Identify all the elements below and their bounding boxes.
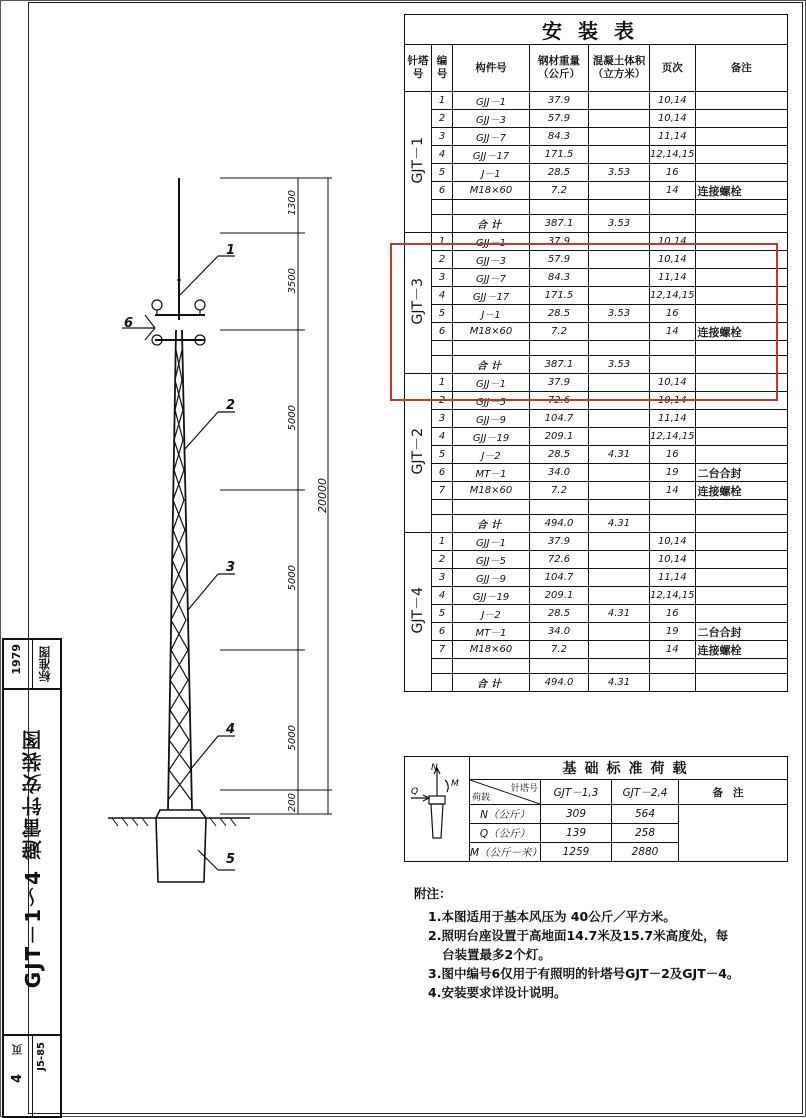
cell-concrete <box>589 641 650 659</box>
page-label: 页 <box>11 1044 24 1055</box>
cell-concrete: 4.31 <box>589 446 650 464</box>
cell-concrete <box>589 533 650 551</box>
load-note-cell <box>679 805 788 862</box>
cell-steel: 72.6 <box>530 551 589 569</box>
notes-title: 附注： <box>414 886 452 901</box>
cell-part: GJJ－5 <box>453 392 530 410</box>
dim-1300: 1300 <box>287 190 298 216</box>
cell-concrete: 3.53 <box>589 164 650 182</box>
tower-label: GJT－3 <box>410 277 426 325</box>
cell-part: J－1 <box>453 305 530 323</box>
dim-20000: 20000 <box>316 478 329 513</box>
cell-note <box>695 533 787 551</box>
total-concrete: 3.53 <box>589 356 650 374</box>
cell-part: GJJ－1 <box>453 533 530 551</box>
drawing-title: GJT－1～4 避雷针安装图 <box>21 728 45 989</box>
cell-no: 7 <box>432 641 453 659</box>
cell-steel: 84.3 <box>530 269 589 287</box>
table-row <box>405 92 788 110</box>
cell-steel: 37.9 <box>530 92 589 110</box>
cell-steel: 72.6 <box>530 392 589 410</box>
label-m: M <box>451 778 459 789</box>
table-row <box>405 464 788 482</box>
cell-no: 4 <box>432 146 453 164</box>
cell-part: M18×60 <box>453 182 530 200</box>
cell-page: 14 <box>650 482 696 500</box>
cell-page: 10,14 <box>650 251 696 269</box>
cell-page: 10,14 <box>650 92 696 110</box>
cell-no: 3 <box>432 269 453 287</box>
cell-note: 连接螺栓 <box>695 482 787 500</box>
cell-page: 10,14 <box>650 533 696 551</box>
table-row <box>405 533 788 551</box>
cell-part: GJJ－3 <box>453 110 530 128</box>
col-tower: 针塔号 <box>405 45 432 92</box>
cell-note <box>695 410 787 428</box>
cell-part: GJJ－9 <box>453 569 530 587</box>
cell-concrete <box>589 92 650 110</box>
cell-part: GJJ－5 <box>453 551 530 569</box>
table-row <box>405 428 788 446</box>
cell-note <box>695 164 787 182</box>
cell-no: 4 <box>432 428 453 446</box>
table-row <box>405 410 788 428</box>
cell-steel: 171.5 <box>530 287 589 305</box>
foundation-icon-cell <box>405 757 470 862</box>
cell-page: 10,14 <box>650 110 696 128</box>
cell-part: GJJ－17 <box>453 146 530 164</box>
cell-no: 1 <box>432 533 453 551</box>
cell-page: 16 <box>650 605 696 623</box>
total-row <box>405 674 788 692</box>
cell-no: 6 <box>432 623 453 641</box>
diag-bottom-label: 荷载 <box>472 793 491 803</box>
cell-steel: 171.5 <box>530 146 589 164</box>
cell-part: GJJ－7 <box>453 128 530 146</box>
cell-concrete <box>589 587 650 605</box>
cell-part: GJJ－1 <box>453 92 530 110</box>
cell-steel: 57.9 <box>530 110 589 128</box>
cell-steel: 34.0 <box>530 623 589 641</box>
total-label: 合计 <box>453 515 530 533</box>
cell-page: 10,14 <box>650 233 696 251</box>
cell-part: GJJ－19 <box>453 587 530 605</box>
tower-drawing <box>100 160 340 900</box>
diag-header <box>470 780 541 805</box>
total-steel: 387.1 <box>530 215 589 233</box>
cell-concrete <box>589 623 650 641</box>
tower-label: GJT－4 <box>410 586 426 634</box>
cell-no: 6 <box>432 464 453 482</box>
cell-concrete <box>589 569 650 587</box>
cell-page: 11,14 <box>650 269 696 287</box>
cell-note <box>695 587 787 605</box>
drawing-code: J5-85 <box>36 1042 47 1071</box>
cell-note <box>695 551 787 569</box>
cell-page: 11,14 <box>650 128 696 146</box>
cell-no: 3 <box>432 128 453 146</box>
table-row <box>405 164 788 182</box>
cell-note: 二台合封 <box>695 623 787 641</box>
callout-5: 5 <box>226 852 236 867</box>
load-col-1: GJT－1,3 <box>541 780 612 805</box>
cell-concrete: 4.31 <box>589 605 650 623</box>
load-row-v1: 139 <box>541 824 612 843</box>
cell-no: 2 <box>432 110 453 128</box>
cell-part: GJJ－7 <box>453 269 530 287</box>
total-concrete: 4.31 <box>589 674 650 692</box>
cell-part: GJJ－9 <box>453 410 530 428</box>
col-note: 备注 <box>695 45 787 92</box>
cell-steel: 209.1 <box>530 428 589 446</box>
cell-steel: 28.5 <box>530 164 589 182</box>
cell-part: GJJ－3 <box>453 251 530 269</box>
load-col-2: GJT－2,4 <box>612 780 679 805</box>
cell-page: 10,14 <box>650 551 696 569</box>
cell-steel: 57.9 <box>530 251 589 269</box>
cell-part: GJJ－1 <box>453 374 530 392</box>
col-no: 编号 <box>432 45 453 92</box>
cell-steel: 34.0 <box>530 464 589 482</box>
dim-3500: 3500 <box>287 268 298 294</box>
year-label: 1979 <box>10 644 23 675</box>
cell-part: M18×60 <box>453 641 530 659</box>
load-table-title: 基础标准荷载 <box>470 757 788 780</box>
cell-page: 19 <box>650 464 696 482</box>
callout-1: 1 <box>226 243 236 258</box>
col-part: 构件号 <box>453 45 530 92</box>
table-row <box>405 605 788 623</box>
diag-top-label: 针塔号 <box>510 784 538 794</box>
cell-page: 19 <box>650 623 696 641</box>
note-item: 4.安装要求详设计说明。 <box>428 985 567 1000</box>
cell-no: 3 <box>432 569 453 587</box>
col-steel: 钢材重量（公斤） <box>530 45 589 92</box>
load-row-label: M（公斤－米） <box>470 843 541 862</box>
page-number: 4 <box>10 1074 25 1084</box>
blank-row <box>405 659 788 674</box>
total-label: 合计 <box>453 674 530 692</box>
cell-no: 2 <box>432 251 453 269</box>
callout-2: 2 <box>226 398 236 413</box>
cell-steel: 7.2 <box>530 323 589 341</box>
tower-cell <box>405 92 432 233</box>
blank-row <box>405 200 788 215</box>
cell-part: GJJ－17 <box>453 287 530 305</box>
callout-4: 4 <box>226 722 236 737</box>
cell-concrete <box>589 551 650 569</box>
cell-note <box>695 446 787 464</box>
cell-no: 1 <box>432 233 453 251</box>
cell-no: 4 <box>432 287 453 305</box>
cell-concrete <box>589 182 650 200</box>
cell-part: GJJ－19 <box>453 428 530 446</box>
cell-page: 12,14,15 <box>650 428 696 446</box>
cell-note <box>695 92 787 110</box>
cell-concrete <box>589 128 650 146</box>
table-row <box>405 569 788 587</box>
table-row <box>405 551 788 569</box>
table-row <box>405 482 788 500</box>
load-col-note: 备注 <box>679 780 788 805</box>
table-row <box>405 182 788 200</box>
cell-no: 5 <box>432 164 453 182</box>
load-table <box>404 756 788 862</box>
cell-page: 14 <box>650 641 696 659</box>
total-label: 合计 <box>453 356 530 374</box>
cell-note <box>695 428 787 446</box>
cell-no: 5 <box>432 605 453 623</box>
cell-note <box>695 128 787 146</box>
total-row <box>405 215 788 233</box>
notes-section <box>414 884 794 1002</box>
cell-concrete <box>589 428 650 446</box>
cell-concrete <box>589 482 650 500</box>
cell-concrete <box>589 464 650 482</box>
cell-no: 3 <box>432 410 453 428</box>
cell-no: 7 <box>432 482 453 500</box>
load-row-label: Q（公斤） <box>470 824 541 843</box>
standard-label: 标准图 <box>38 646 52 682</box>
cell-page: 16 <box>650 164 696 182</box>
cell-page: 14 <box>650 323 696 341</box>
cell-note: 连接螺栓 <box>695 641 787 659</box>
tower-label: GJT－2 <box>410 427 426 475</box>
table-row <box>405 446 788 464</box>
cell-page: 11,14 <box>650 410 696 428</box>
cell-page: 14 <box>650 182 696 200</box>
cell-steel: 209.1 <box>530 587 589 605</box>
cell-steel: 28.5 <box>530 446 589 464</box>
cell-page: 10,14 <box>650 374 696 392</box>
cell-steel: 104.7 <box>530 569 589 587</box>
cell-note <box>695 605 787 623</box>
col-concrete: 混凝土体积（立方米） <box>589 45 650 92</box>
cell-note <box>695 110 787 128</box>
total-concrete: 3.53 <box>589 215 650 233</box>
cell-note <box>695 569 787 587</box>
note-item: 1.本图适用于基本风压为 40公斤／平方米。 <box>428 909 676 924</box>
cell-page: 12,14,15 <box>650 146 696 164</box>
cell-part: MT－1 <box>453 464 530 482</box>
total-steel: 494.0 <box>530 674 589 692</box>
tower-label: GJT－1 <box>410 136 426 184</box>
load-row-v1: 1259 <box>541 843 612 862</box>
cell-steel: 37.9 <box>530 533 589 551</box>
dim-5000-a: 5000 <box>287 405 298 431</box>
title-strip-title <box>4 688 60 1036</box>
total-steel: 387.1 <box>530 356 589 374</box>
label-q: Q <box>411 786 419 797</box>
dim-5000-c: 5000 <box>287 725 298 751</box>
table-row <box>405 110 788 128</box>
dim-5000-b: 5000 <box>287 565 298 591</box>
total-concrete: 4.31 <box>589 515 650 533</box>
cell-steel: 84.3 <box>530 128 589 146</box>
cell-no: 6 <box>432 182 453 200</box>
cell-steel: 104.7 <box>530 410 589 428</box>
col-page: 页次 <box>650 45 696 92</box>
cell-no: 1 <box>432 92 453 110</box>
cell-part: J－1 <box>453 164 530 182</box>
cell-concrete <box>589 410 650 428</box>
load-row-v1: 309 <box>541 805 612 824</box>
table-row <box>405 641 788 659</box>
cell-note <box>695 146 787 164</box>
cell-page: 11,14 <box>650 569 696 587</box>
title-strip-header <box>4 640 60 690</box>
cell-note: 连接螺栓 <box>695 323 787 341</box>
load-row-v2: 258 <box>612 824 679 843</box>
load-row-label: N（公斤） <box>470 805 541 824</box>
cell-no: 2 <box>432 392 453 410</box>
table-row <box>405 623 788 641</box>
total-row <box>405 515 788 533</box>
cell-part: M18×60 <box>453 482 530 500</box>
table-row <box>405 146 788 164</box>
cell-no: 6 <box>432 323 453 341</box>
cell-page: 16 <box>650 305 696 323</box>
title-strip <box>2 638 62 1118</box>
load-row-v2: 564 <box>612 805 679 824</box>
cell-steel: 37.9 <box>530 374 589 392</box>
cell-steel: 28.5 <box>530 305 589 323</box>
note-item: 2.照明台座设置于高地面14.7米及15.7米高度处，每 <box>428 928 729 943</box>
note-item: 台装置最多2个灯。 <box>442 947 551 962</box>
cell-part: J－2 <box>453 446 530 464</box>
highlight-box <box>390 243 778 401</box>
cell-no: 4 <box>432 587 453 605</box>
total-steel: 494.0 <box>530 515 589 533</box>
cell-no: 5 <box>432 446 453 464</box>
dim-200: 200 <box>287 793 298 813</box>
cell-concrete <box>589 110 650 128</box>
cell-part: GJJ－1 <box>453 233 530 251</box>
title-strip-footer <box>4 1034 60 1116</box>
cell-page: 10,14 <box>650 392 696 410</box>
foundation-load-icon <box>407 758 467 858</box>
note-item: 3.图中编号6仅用于有照明的针塔号GJT－2及GJT－4。 <box>428 966 740 981</box>
cell-note: 二台合封 <box>695 464 787 482</box>
cell-concrete <box>589 146 650 164</box>
cell-part: M18×60 <box>453 323 530 341</box>
cell-steel: 7.2 <box>530 182 589 200</box>
label-n: N <box>431 762 438 773</box>
cell-steel: 28.5 <box>530 605 589 623</box>
blank-row <box>405 500 788 515</box>
cell-part: J－2 <box>453 605 530 623</box>
cell-steel: 37.9 <box>530 233 589 251</box>
tower-cell <box>405 533 432 692</box>
cell-page: 12,14,15 <box>650 587 696 605</box>
cell-steel: 7.2 <box>530 641 589 659</box>
cell-page: 16 <box>650 446 696 464</box>
cell-concrete: 3.53 <box>589 305 650 323</box>
table-row <box>405 128 788 146</box>
cell-no: 2 <box>432 551 453 569</box>
callout-6: 6 <box>124 316 134 331</box>
cell-part: MT－1 <box>453 623 530 641</box>
install-table-title: 安装表 <box>405 15 788 45</box>
callout-3: 3 <box>226 560 236 575</box>
table-row <box>405 587 788 605</box>
load-row-v2: 2880 <box>612 843 679 862</box>
cell-no: 1 <box>432 374 453 392</box>
cell-no: 5 <box>432 305 453 323</box>
cell-page: 12,14,15 <box>650 287 696 305</box>
cell-note: 连接螺栓 <box>695 182 787 200</box>
total-label: 合计 <box>453 215 530 233</box>
cell-steel: 7.2 <box>530 482 589 500</box>
